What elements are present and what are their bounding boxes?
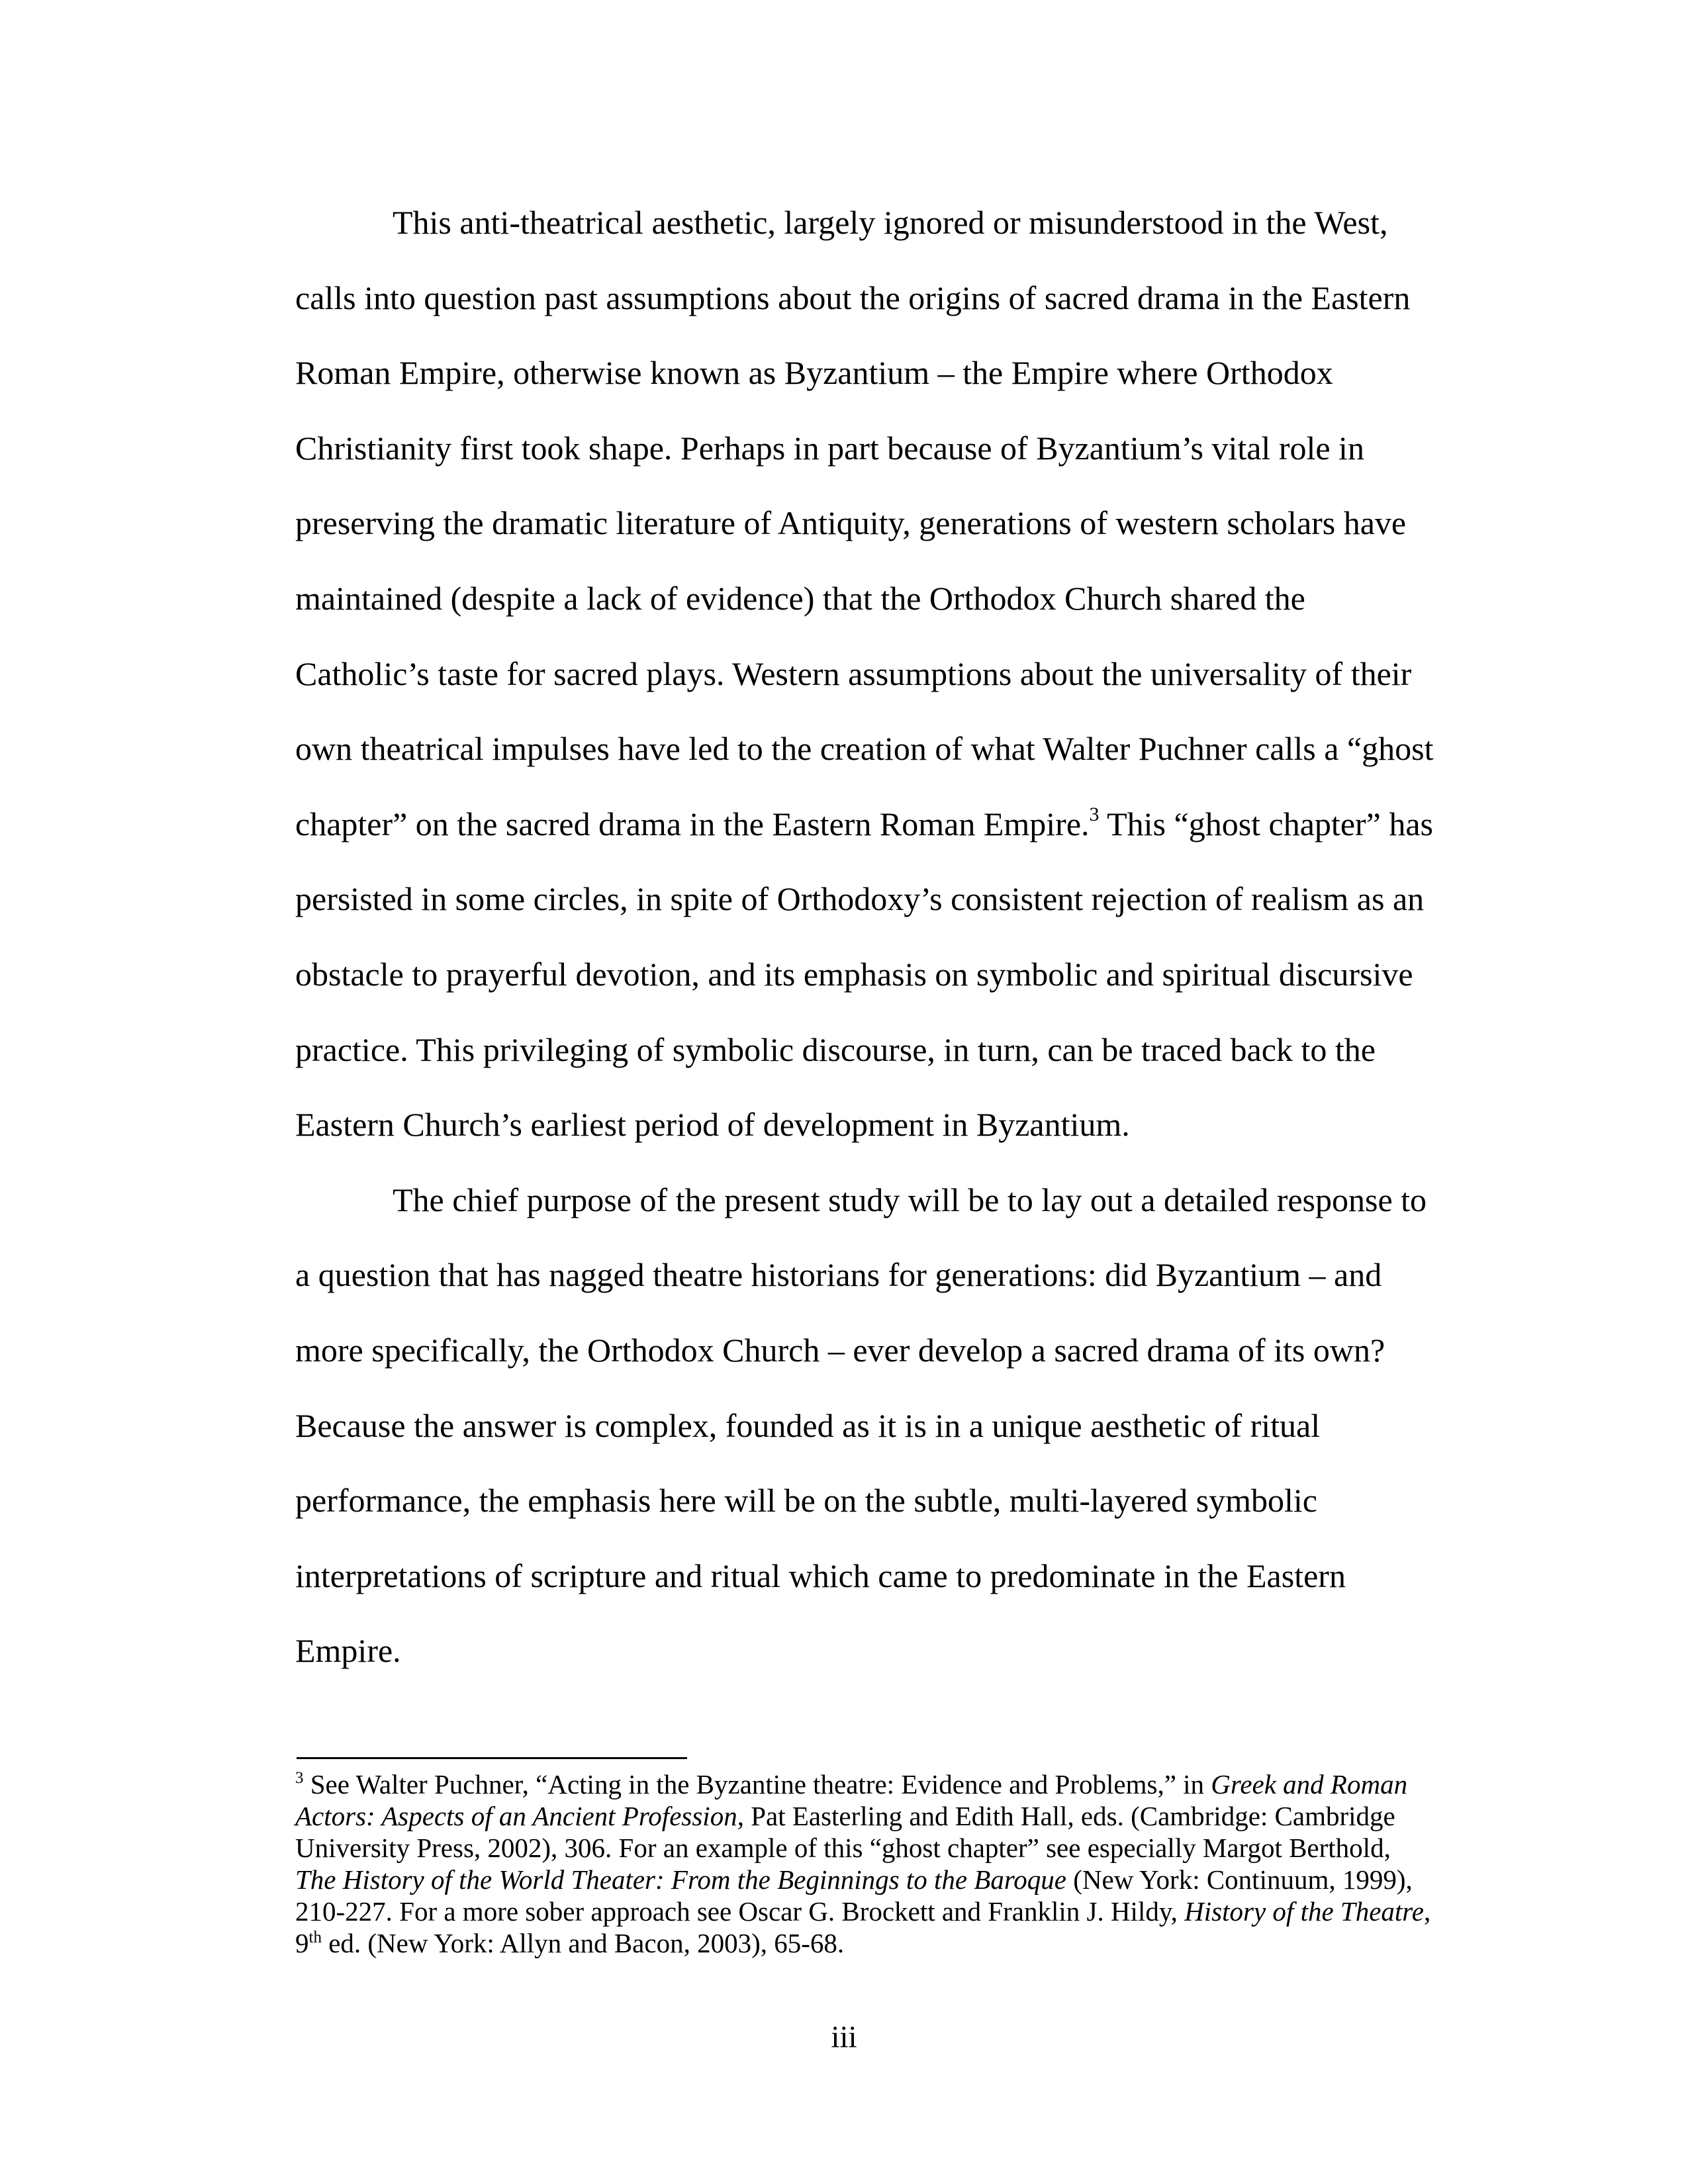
footnote-reference: 3 [1089, 803, 1100, 825]
paragraph-2: The chief purpose of the present study will be to lay out a detailed response to a question that has nagged theatre historians for generations: did Byzantium – and more specifically, the Orthodox Church – ever develop a sacred drama of its own? Because the answer is complex, founded as it is in a unique aesthetic of ritual performance, the emphasis here will be on the subtle, multi-layered symbolic interpretations of scripture and ritual which came to predominate in the Eastern Empire. [295, 1181, 1427, 1670]
edition-ordinal: th [308, 1929, 322, 1946]
footnotes [295, 1768, 1434, 1959]
paragraph-1-text: This anti-theatrical aesthetic, largely ignored or misunderstood in the West, calls into question past assumptions about the origins of sacred drama in the Eastern Roman Empire, otherwise known as Byzantium – the Empire where Orthodox Christianity first took shape. Perhaps in part because of Byzantium’s vital role in preserving the dramatic literature of Antiquity, generations of western scholars have maintained (despite a lack of evidence) that the Orthodox Church shared the Catholic’s taste for sacred plays. Western assumptions about the universality of their own theatrical impulses have led to the creation of what Walter Puchner calls a “ghost chapter” on the sacred drama in the Eastern Roman Empire. [295, 204, 1434, 842]
footnote-number: 3 [295, 1769, 304, 1787]
footnote-text: , 9 [295, 1896, 1431, 1958]
footnote-text: (New York: Continuum, 1999), 210-227. For a more sober approach see Oscar G. Brockett and Franklin J. Hildy, [295, 1864, 1413, 1927]
footnote-title-history-world-theater: The History of the World Theater: From the Beginnings to the Baroque [295, 1864, 1066, 1895]
footnote-text: ed. (New York: Allyn and Bacon, 2003), 65-68. [321, 1928, 845, 1958]
paragraph-1 [295, 185, 1434, 1163]
footnote-title-greek-roman-actors: Greek and Roman Actors: Aspects of an Ancient Profession [295, 1769, 1408, 1831]
page-number: iii [831, 2020, 857, 2054]
footnote-title-history-of-theatre: History of the Theatre [1184, 1896, 1424, 1927]
footnote-3 [295, 1768, 1434, 1959]
main-text [295, 185, 1434, 1689]
footnote-separator [297, 1757, 687, 1759]
footnote-text: See Walter Puchner, “Acting in the Byzantine theatre: Evidence and Problems,” in [303, 1769, 1211, 1799]
paragraph-1-continuation: This “ghost chapter” has persisted in some circles, in spite of Orthodoxy’s consistent rejection of realism as an obstacle to prayerful devotion, and its emphasis on symbolic and spiritual discursive practice. This privileging of symbolic discourse, in turn, can be traced back to the Eastern Church’s earliest period of development in Byzantium. [295, 805, 1434, 1144]
footnote-text: , Pat Easterling and Edith Hall, eds. (Cambridge: Cambridge University Press, 2002), 306. For an example of this “ghost chapter” see especially Margot Berthold, [295, 1801, 1395, 1863]
